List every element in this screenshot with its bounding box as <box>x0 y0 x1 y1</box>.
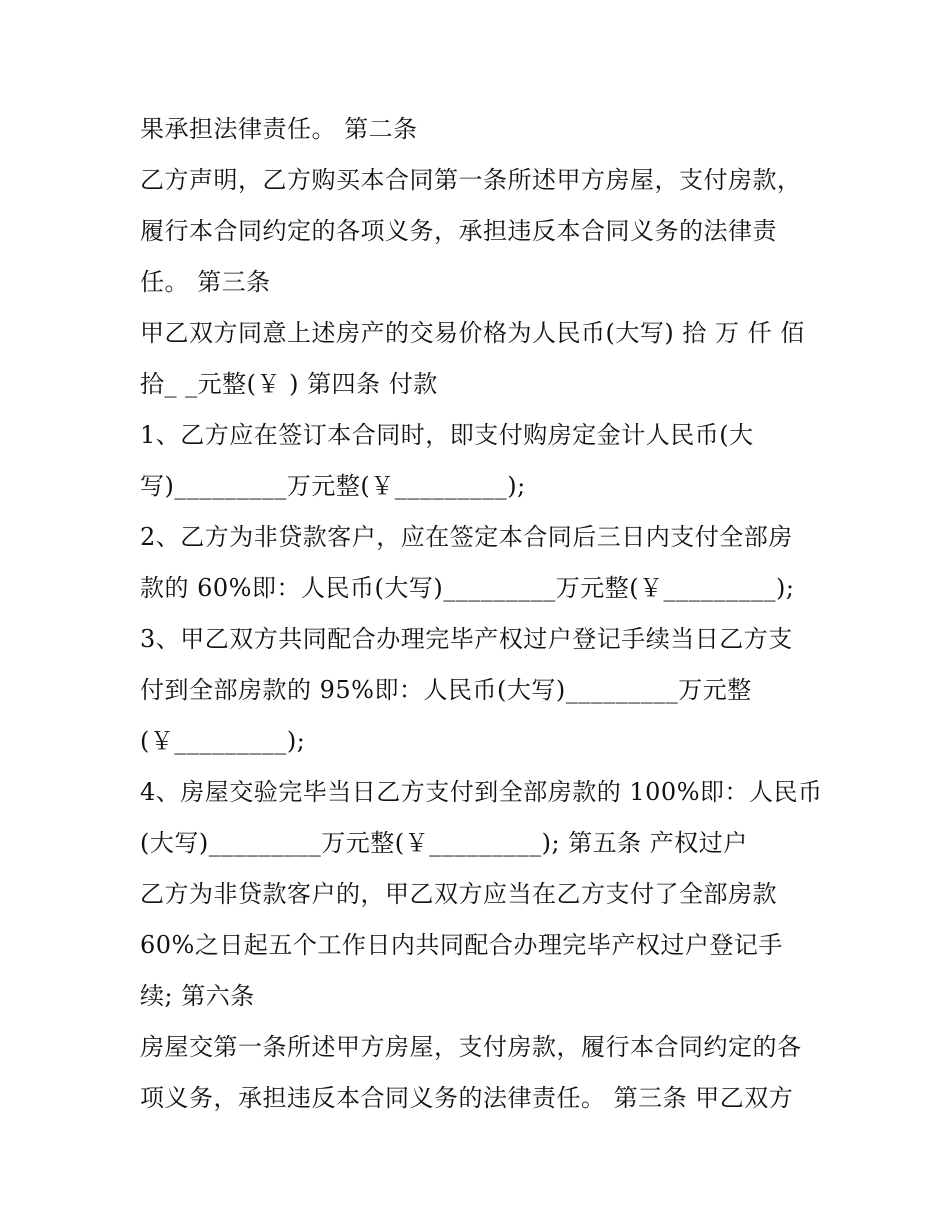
contract-text <box>140 104 830 1124</box>
text-line: 拾_ _元整(￥ ) 第四条 付款 <box>140 370 438 398</box>
text-line: 履行本合同约定的各项义务，承担违反本合同义务的法律责 <box>140 217 777 245</box>
text-line: 果承担法律责任。 第二条 <box>140 115 418 143</box>
text-line: 1、乙方应在签订本合同时，即支付购房定金计人民币(大 <box>140 421 754 449</box>
text-line: 款的 60%即：人民币(大写)_________万元整(￥_________); <box>140 574 795 602</box>
text-line: 房屋交第一条所述甲方房屋，支付房款，履行本合同约定的各 <box>140 1033 802 1061</box>
text-line: (￥_________); <box>140 727 306 755</box>
text-line: 续; 第六条 <box>140 982 255 1010</box>
text-line: 项义务，承担违反本合同义务的法律责任。 第三条 甲乙双方 <box>140 1084 794 1112</box>
text-line: (大写)_________万元整(￥_________); 第五条 产权过户 <box>140 829 748 857</box>
text-line: 4、房屋交验完毕当日乙方支付到全部房款的 100%即：人民币 <box>140 778 823 806</box>
text-line: 3、甲乙双方共同配合办理完毕产权过户登记手续当日乙方支 <box>140 625 793 653</box>
text-line: 2、乙方为非贷款客户，应在签定本合同后三日内支付全部房 <box>140 523 793 551</box>
text-line: 付到全部房款的 95%即：人民币(大写)_________万元整 <box>140 676 752 704</box>
text-line: 写)_________万元整(￥_________); <box>140 472 526 500</box>
text-line: 乙方声明，乙方购买本合同第一条所述甲方房屋，支付房款， <box>140 166 802 194</box>
text-line: 60%之日起五个工作日内共同配合办理完毕产权过户登记手 <box>140 931 783 959</box>
text-line: 甲乙双方同意上述房产的交易价格为人民币(大写) 拾 万 仟 佰 <box>140 319 805 347</box>
text-line: 乙方为非贷款客户的，甲乙双方应当在乙方支付了全部房款 <box>140 880 777 908</box>
text-line: 任。 第三条 <box>140 268 271 296</box>
